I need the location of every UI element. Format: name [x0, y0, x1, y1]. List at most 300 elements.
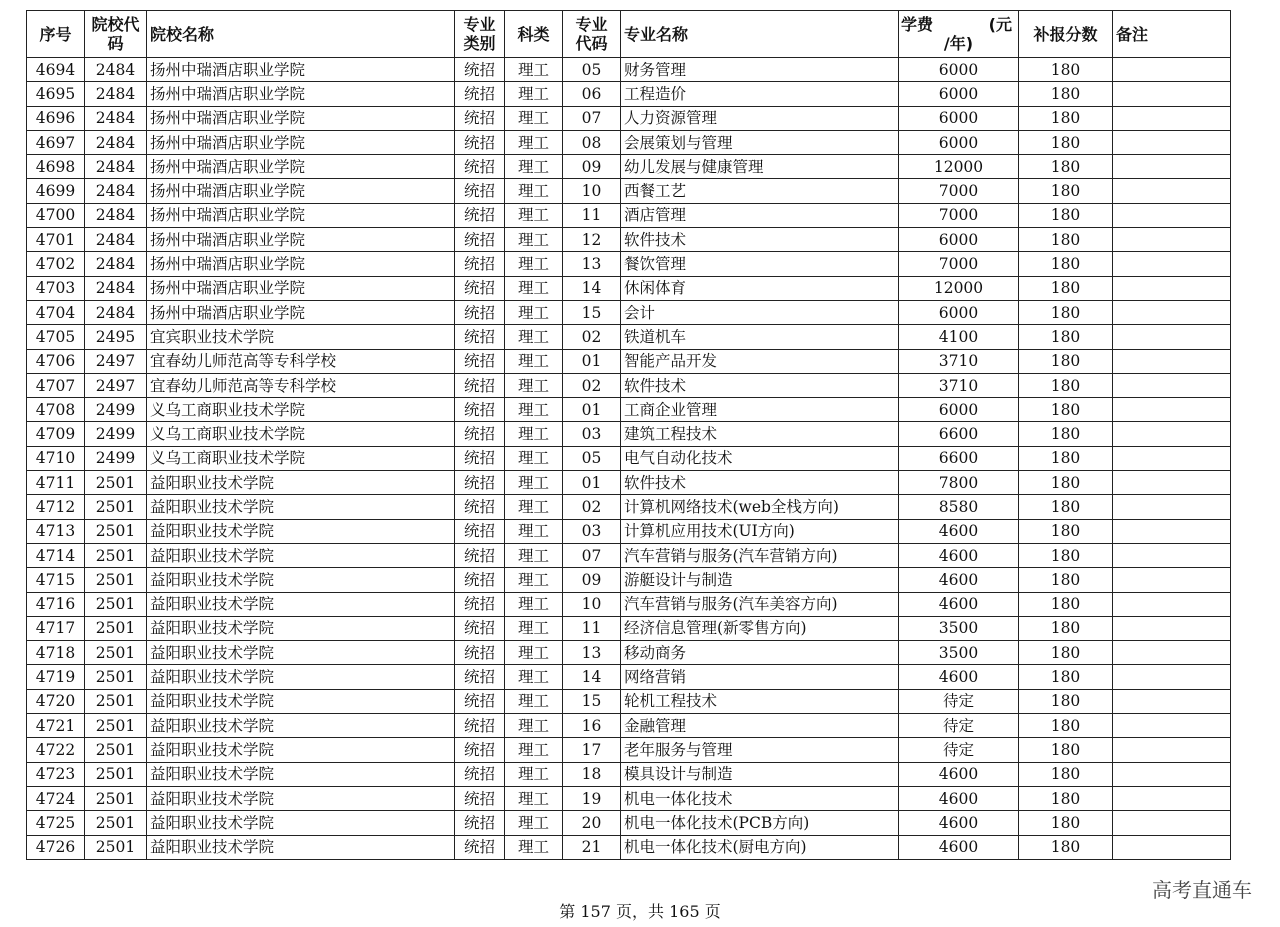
cell-note	[1113, 616, 1231, 640]
cell-seq: 4713	[27, 519, 85, 543]
cell-note	[1113, 228, 1231, 252]
cell-school-name: 扬州中瑞酒店职业学院	[147, 300, 455, 324]
cell-note	[1113, 811, 1231, 835]
cell-note	[1113, 82, 1231, 106]
cell-subject: 理工	[505, 471, 563, 495]
cell-score: 180	[1019, 373, 1113, 397]
cell-major-name: 幼儿发展与健康管理	[621, 155, 899, 179]
cell-school-code: 2501	[85, 641, 147, 665]
cell-seq: 4696	[27, 106, 85, 130]
cell-seq: 4711	[27, 471, 85, 495]
table-row	[27, 130, 1231, 154]
cell-major-type: 统招	[455, 82, 505, 106]
cell-note	[1113, 568, 1231, 592]
cell-major-type: 统招	[455, 58, 505, 82]
cell-fee: 8580	[899, 495, 1019, 519]
cell-seq: 4710	[27, 446, 85, 470]
cell-subject: 理工	[505, 543, 563, 567]
cell-note	[1113, 495, 1231, 519]
header-note: 备注	[1113, 11, 1231, 58]
cell-score: 180	[1019, 422, 1113, 446]
cell-note	[1113, 786, 1231, 810]
header-school-name: 院校名称	[147, 11, 455, 58]
table-row	[27, 228, 1231, 252]
cell-school-code: 2497	[85, 373, 147, 397]
table-row	[27, 446, 1231, 470]
cell-major-type: 统招	[455, 592, 505, 616]
cell-school-name: 益阳职业技术学院	[147, 689, 455, 713]
table-row	[27, 349, 1231, 373]
cell-school-code: 2501	[85, 811, 147, 835]
cell-score: 180	[1019, 738, 1113, 762]
cell-subject: 理工	[505, 276, 563, 300]
cell-score: 180	[1019, 786, 1113, 810]
cell-note	[1113, 714, 1231, 738]
cell-school-code: 2484	[85, 179, 147, 203]
table-header-row	[27, 11, 1231, 58]
watermark-logo-text: 高考直通车	[1152, 878, 1252, 902]
cell-school-name: 益阳职业技术学院	[147, 543, 455, 567]
table-row	[27, 252, 1231, 276]
cell-major-name: 财务管理	[621, 58, 899, 82]
cell-major-type: 统招	[455, 543, 505, 567]
header-fee-part2: (元	[988, 15, 1012, 34]
cell-major-code: 16	[563, 714, 621, 738]
cell-subject: 理工	[505, 300, 563, 324]
cell-note	[1113, 689, 1231, 713]
header-seq: 序号	[27, 11, 85, 58]
table-row	[27, 422, 1231, 446]
cell-score: 180	[1019, 665, 1113, 689]
cell-major-name: 智能产品开发	[621, 349, 899, 373]
cell-subject: 理工	[505, 592, 563, 616]
cell-subject: 理工	[505, 762, 563, 786]
cell-score: 180	[1019, 325, 1113, 349]
cell-seq: 4718	[27, 641, 85, 665]
cell-seq: 4709	[27, 422, 85, 446]
cell-school-code: 2484	[85, 130, 147, 154]
cell-note	[1113, 106, 1231, 130]
cell-major-type: 统招	[455, 641, 505, 665]
cell-subject: 理工	[505, 446, 563, 470]
table-row	[27, 58, 1231, 82]
cell-school-code: 2499	[85, 398, 147, 422]
cell-subject: 理工	[505, 689, 563, 713]
cell-major-name: 轮机工程技术	[621, 689, 899, 713]
cell-major-code: 05	[563, 446, 621, 470]
cell-score: 180	[1019, 300, 1113, 324]
cell-major-code: 01	[563, 349, 621, 373]
cell-school-code: 2499	[85, 422, 147, 446]
cell-school-code: 2484	[85, 82, 147, 106]
cell-seq: 4719	[27, 665, 85, 689]
cell-major-type: 统招	[455, 179, 505, 203]
cell-school-code: 2501	[85, 665, 147, 689]
cell-major-name: 机电一体化技术	[621, 786, 899, 810]
table-row	[27, 495, 1231, 519]
cell-seq: 4715	[27, 568, 85, 592]
cell-major-name: 老年服务与管理	[621, 738, 899, 762]
cell-seq: 4702	[27, 252, 85, 276]
cell-fee: 4100	[899, 325, 1019, 349]
cell-fee: 4600	[899, 519, 1019, 543]
cell-fee: 6600	[899, 422, 1019, 446]
cell-seq: 4699	[27, 179, 85, 203]
cell-score: 180	[1019, 155, 1113, 179]
cell-major-type: 统招	[455, 276, 505, 300]
cell-fee: 7000	[899, 179, 1019, 203]
cell-school-name: 益阳职业技术学院	[147, 786, 455, 810]
cell-school-name: 扬州中瑞酒店职业学院	[147, 228, 455, 252]
cell-score: 180	[1019, 762, 1113, 786]
table-row	[27, 641, 1231, 665]
cell-fee: 待定	[899, 738, 1019, 762]
cell-fee: 6000	[899, 106, 1019, 130]
header-school-code	[85, 11, 147, 58]
cell-fee: 4600	[899, 835, 1019, 859]
cell-major-type: 统招	[455, 300, 505, 324]
cell-note	[1113, 300, 1231, 324]
cell-school-name: 益阳职业技术学院	[147, 592, 455, 616]
cell-seq: 4712	[27, 495, 85, 519]
cell-note	[1113, 471, 1231, 495]
cell-major-code: 01	[563, 398, 621, 422]
table-row	[27, 471, 1231, 495]
cell-subject: 理工	[505, 422, 563, 446]
cell-school-name: 益阳职业技术学院	[147, 738, 455, 762]
header-score: 补报分数	[1019, 11, 1113, 58]
cell-note	[1113, 130, 1231, 154]
cell-subject: 理工	[505, 519, 563, 543]
cell-score: 180	[1019, 519, 1113, 543]
cell-major-type: 统招	[455, 519, 505, 543]
cell-subject: 理工	[505, 786, 563, 810]
cell-score: 180	[1019, 641, 1113, 665]
cell-subject: 理工	[505, 568, 563, 592]
cell-school-code: 2501	[85, 519, 147, 543]
cell-seq: 4716	[27, 592, 85, 616]
header-fee-part3: /年)	[943, 34, 974, 53]
cell-note	[1113, 592, 1231, 616]
cell-major-code: 10	[563, 592, 621, 616]
cell-seq: 4697	[27, 130, 85, 154]
cell-major-code: 08	[563, 130, 621, 154]
cell-note	[1113, 203, 1231, 227]
cell-subject: 理工	[505, 641, 563, 665]
cell-major-type: 统招	[455, 616, 505, 640]
cell-school-code: 2484	[85, 155, 147, 179]
cell-major-code: 17	[563, 738, 621, 762]
cell-score: 180	[1019, 106, 1113, 130]
cell-major-type: 统招	[455, 349, 505, 373]
cell-seq: 4726	[27, 835, 85, 859]
cell-school-code: 2501	[85, 543, 147, 567]
cell-major-name: 西餐工艺	[621, 179, 899, 203]
cell-school-code: 2501	[85, 835, 147, 859]
cell-score: 180	[1019, 471, 1113, 495]
cell-major-name: 软件技术	[621, 471, 899, 495]
cell-major-type: 统招	[455, 714, 505, 738]
table-row	[27, 786, 1231, 810]
cell-major-name: 铁道机车	[621, 325, 899, 349]
cell-major-type: 统招	[455, 398, 505, 422]
cell-school-name: 扬州中瑞酒店职业学院	[147, 252, 455, 276]
cell-school-code: 2484	[85, 252, 147, 276]
cell-school-code: 2501	[85, 689, 147, 713]
cell-seq: 4706	[27, 349, 85, 373]
page-number: 第 157 页，共 165 页	[559, 902, 721, 921]
cell-note	[1113, 835, 1231, 859]
cell-seq: 4721	[27, 714, 85, 738]
table-row	[27, 714, 1231, 738]
cell-fee: 7000	[899, 203, 1019, 227]
cell-fee: 4600	[899, 568, 1019, 592]
cell-fee: 3500	[899, 616, 1019, 640]
cell-major-type: 统招	[455, 568, 505, 592]
cell-school-name: 扬州中瑞酒店职业学院	[147, 82, 455, 106]
cell-school-code: 2501	[85, 568, 147, 592]
cell-subject: 理工	[505, 58, 563, 82]
cell-note	[1113, 155, 1231, 179]
cell-major-name: 人力资源管理	[621, 106, 899, 130]
cell-seq: 4698	[27, 155, 85, 179]
cell-major-type: 统招	[455, 689, 505, 713]
cell-score: 180	[1019, 228, 1113, 252]
cell-note	[1113, 422, 1231, 446]
cell-subject: 理工	[505, 130, 563, 154]
cell-school-code: 2484	[85, 228, 147, 252]
cell-school-code: 2501	[85, 786, 147, 810]
cell-school-name: 益阳职业技术学院	[147, 762, 455, 786]
table-row	[27, 203, 1231, 227]
cell-score: 180	[1019, 130, 1113, 154]
cell-fee: 6000	[899, 82, 1019, 106]
cell-note	[1113, 543, 1231, 567]
cell-subject: 理工	[505, 398, 563, 422]
cell-school-code: 2497	[85, 349, 147, 373]
cell-score: 180	[1019, 495, 1113, 519]
cell-major-type: 统招	[455, 106, 505, 130]
cell-major-name: 机电一体化技术(厨电方向)	[621, 835, 899, 859]
cell-school-code: 2501	[85, 762, 147, 786]
table-row	[27, 398, 1231, 422]
cell-subject: 理工	[505, 155, 563, 179]
cell-major-name: 工程造价	[621, 82, 899, 106]
cell-subject: 理工	[505, 495, 563, 519]
cell-note	[1113, 179, 1231, 203]
cell-score: 180	[1019, 689, 1113, 713]
cell-school-code: 2499	[85, 446, 147, 470]
cell-major-code: 19	[563, 786, 621, 810]
cell-major-name: 餐饮管理	[621, 252, 899, 276]
cell-major-name: 工商企业管理	[621, 398, 899, 422]
cell-fee: 3500	[899, 641, 1019, 665]
cell-major-code: 06	[563, 82, 621, 106]
cell-major-name: 软件技术	[621, 373, 899, 397]
cell-school-name: 益阳职业技术学院	[147, 811, 455, 835]
cell-score: 180	[1019, 543, 1113, 567]
cell-major-code: 02	[563, 495, 621, 519]
cell-major-code: 11	[563, 203, 621, 227]
cell-school-name: 扬州中瑞酒店职业学院	[147, 130, 455, 154]
table-row	[27, 325, 1231, 349]
header-fee-top	[899, 15, 1018, 34]
header-major-code	[563, 11, 621, 58]
cell-fee: 6600	[899, 446, 1019, 470]
cell-major-code: 20	[563, 811, 621, 835]
cell-note	[1113, 641, 1231, 665]
cell-subject: 理工	[505, 82, 563, 106]
cell-major-code: 12	[563, 228, 621, 252]
cell-fee: 4600	[899, 665, 1019, 689]
cell-seq: 4720	[27, 689, 85, 713]
table-row	[27, 665, 1231, 689]
cell-score: 180	[1019, 446, 1113, 470]
cell-subject: 理工	[505, 106, 563, 130]
cell-school-name: 益阳职业技术学院	[147, 665, 455, 689]
table-row	[27, 106, 1231, 130]
cell-major-name: 汽车营销与服务(汽车营销方向)	[621, 543, 899, 567]
cell-major-code: 13	[563, 252, 621, 276]
cell-major-type: 统招	[455, 130, 505, 154]
header-school-code-line2: 码	[107, 34, 124, 53]
cell-school-name: 益阳职业技术学院	[147, 519, 455, 543]
table-row	[27, 276, 1231, 300]
table-row	[27, 373, 1231, 397]
cell-major-name: 移动商务	[621, 641, 899, 665]
cell-major-type: 统招	[455, 325, 505, 349]
cell-major-code: 07	[563, 106, 621, 130]
cell-school-code: 2484	[85, 203, 147, 227]
cell-school-code: 2495	[85, 325, 147, 349]
cell-seq: 4722	[27, 738, 85, 762]
cell-major-code: 03	[563, 422, 621, 446]
header-major-type-line2: 类别	[463, 34, 496, 53]
header-major-code-line1: 专业	[575, 15, 608, 34]
cell-major-type: 统招	[455, 446, 505, 470]
cell-school-code: 2484	[85, 106, 147, 130]
cell-school-name: 义乌工商职业技术学院	[147, 422, 455, 446]
cell-school-name: 宜宾职业技术学院	[147, 325, 455, 349]
cell-fee: 4600	[899, 786, 1019, 810]
cell-fee: 待定	[899, 714, 1019, 738]
table-row	[27, 519, 1231, 543]
cell-fee: 7800	[899, 471, 1019, 495]
cell-major-code: 14	[563, 665, 621, 689]
cell-note	[1113, 373, 1231, 397]
cell-school-code: 2484	[85, 300, 147, 324]
cell-seq: 4723	[27, 762, 85, 786]
cell-note	[1113, 762, 1231, 786]
cell-subject: 理工	[505, 714, 563, 738]
cell-major-code: 05	[563, 58, 621, 82]
cell-fee: 4600	[899, 762, 1019, 786]
cell-fee: 12000	[899, 276, 1019, 300]
cell-major-code: 15	[563, 300, 621, 324]
cell-major-name: 电气自动化技术	[621, 446, 899, 470]
cell-major-name: 计算机应用技术(UI方向)	[621, 519, 899, 543]
cell-school-code: 2501	[85, 714, 147, 738]
cell-school-code: 2484	[85, 276, 147, 300]
cell-seq: 4705	[27, 325, 85, 349]
cell-major-code: 14	[563, 276, 621, 300]
cell-major-code: 13	[563, 641, 621, 665]
cell-major-type: 统招	[455, 203, 505, 227]
cell-major-code: 07	[563, 543, 621, 567]
cell-major-name: 计算机网络技术(web全栈方向)	[621, 495, 899, 519]
cell-score: 180	[1019, 58, 1113, 82]
cell-major-name: 会展策划与管理	[621, 130, 899, 154]
table-row	[27, 835, 1231, 859]
cell-school-name: 扬州中瑞酒店职业学院	[147, 58, 455, 82]
cell-major-code: 09	[563, 155, 621, 179]
table-row	[27, 179, 1231, 203]
table-row	[27, 616, 1231, 640]
cell-major-type: 统招	[455, 738, 505, 762]
cell-school-code: 2501	[85, 592, 147, 616]
header-fee	[899, 11, 1019, 58]
header-major-type-line1: 专业	[463, 15, 496, 34]
cell-fee: 7000	[899, 252, 1019, 276]
cell-note	[1113, 446, 1231, 470]
table-row	[27, 300, 1231, 324]
cell-fee: 3710	[899, 349, 1019, 373]
header-fee-part1: 学费	[901, 15, 934, 34]
cell-seq: 4701	[27, 228, 85, 252]
cell-school-code: 2501	[85, 495, 147, 519]
cell-score: 180	[1019, 203, 1113, 227]
cell-fee: 4600	[899, 592, 1019, 616]
cell-score: 180	[1019, 568, 1113, 592]
cell-major-name: 模具设计与制造	[621, 762, 899, 786]
cell-seq: 4695	[27, 82, 85, 106]
cell-major-type: 统招	[455, 786, 505, 810]
cell-major-type: 统招	[455, 495, 505, 519]
cell-major-code: 03	[563, 519, 621, 543]
table-row	[27, 568, 1231, 592]
cell-major-name: 游艇设计与制造	[621, 568, 899, 592]
cell-score: 180	[1019, 592, 1113, 616]
table-row	[27, 762, 1231, 786]
cell-major-type: 统招	[455, 471, 505, 495]
cell-major-type: 统招	[455, 422, 505, 446]
cell-score: 180	[1019, 82, 1113, 106]
cell-subject: 理工	[505, 738, 563, 762]
cell-major-name: 经济信息管理(新零售方向)	[621, 616, 899, 640]
cell-major-type: 统招	[455, 835, 505, 859]
cell-school-name: 益阳职业技术学院	[147, 714, 455, 738]
cell-school-name: 义乌工商职业技术学院	[147, 446, 455, 470]
cell-subject: 理工	[505, 203, 563, 227]
cell-score: 180	[1019, 252, 1113, 276]
table-row	[27, 155, 1231, 179]
cell-fee: 4600	[899, 543, 1019, 567]
cell-seq: 4708	[27, 398, 85, 422]
cell-score: 180	[1019, 179, 1113, 203]
table-row	[27, 738, 1231, 762]
cell-fee: 4600	[899, 811, 1019, 835]
cell-school-name: 益阳职业技术学院	[147, 495, 455, 519]
cell-score: 180	[1019, 811, 1113, 835]
cell-score: 180	[1019, 349, 1113, 373]
cell-school-code: 2501	[85, 738, 147, 762]
cell-note	[1113, 58, 1231, 82]
cell-score: 180	[1019, 714, 1113, 738]
cell-school-name: 益阳职业技术学院	[147, 568, 455, 592]
cell-subject: 理工	[505, 835, 563, 859]
cell-major-type: 统招	[455, 228, 505, 252]
cell-major-name: 金融管理	[621, 714, 899, 738]
